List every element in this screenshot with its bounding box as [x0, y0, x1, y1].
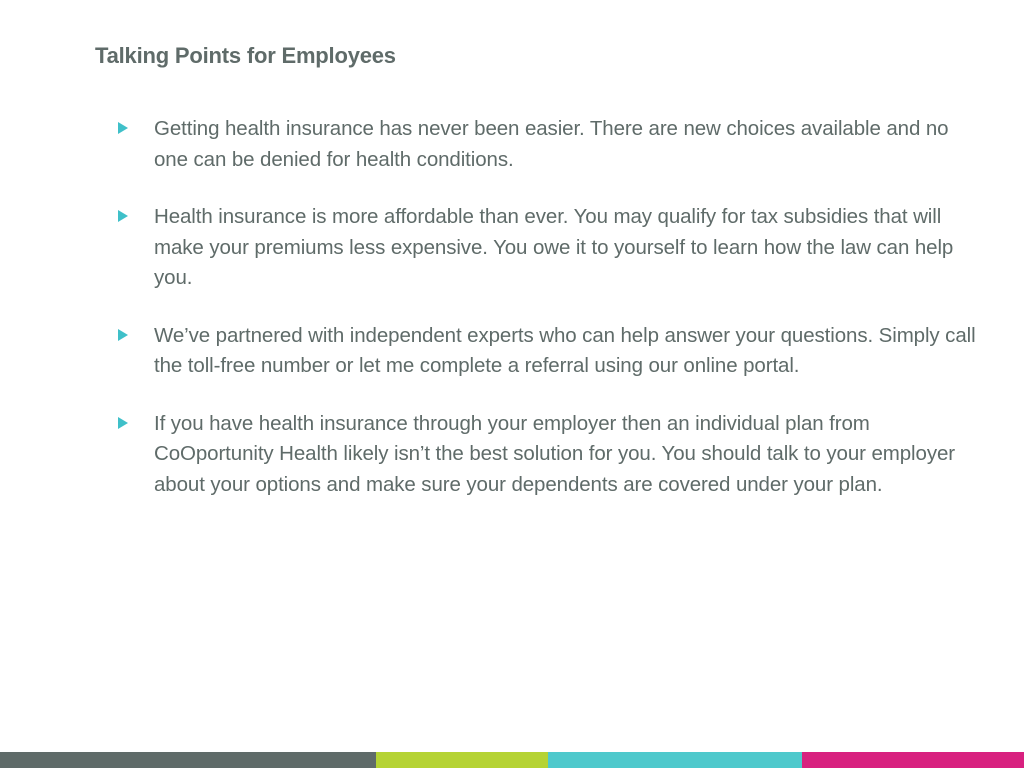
triangle-right-icon [116, 409, 154, 439]
list-item [116, 409, 976, 501]
footer-segment-lime [376, 752, 548, 768]
bullet-text: If you have health insurance through your employer then an individual plan from CoOportunity Health likely isn’t the best solution for you. You should talk to your employer about your options and make sure your dependents are covered under your plan. [154, 411, 955, 496]
list-item [116, 202, 976, 294]
triangle-right-icon [116, 321, 154, 351]
footer-segment-magenta [802, 752, 1024, 768]
bullet-list [116, 114, 976, 527]
triangle-right-icon [116, 202, 154, 232]
footer-segment-teal [548, 752, 802, 768]
list-item [116, 321, 976, 382]
list-item [116, 114, 976, 175]
bullet-text: Health insurance is more affordable than ever. You may qualify for tax subsidies that will make your premiums less expensive. You owe it to yourself to learn how the law can help you. [154, 205, 954, 289]
footer-color-bar [0, 752, 1024, 768]
slide-title: Talking Points for Employees [95, 43, 396, 68]
footer-segment-gray [0, 752, 376, 768]
triangle-right-icon [116, 114, 154, 144]
bullet-text: Getting health insurance has never been easier. There are new choices available and no one can be denied for health conditions. [154, 117, 949, 171]
bullet-text: We’ve partnered with independent experts who can help answer your questions. Simply call the toll-free number or let me complete a referral using our online portal. [154, 323, 976, 377]
